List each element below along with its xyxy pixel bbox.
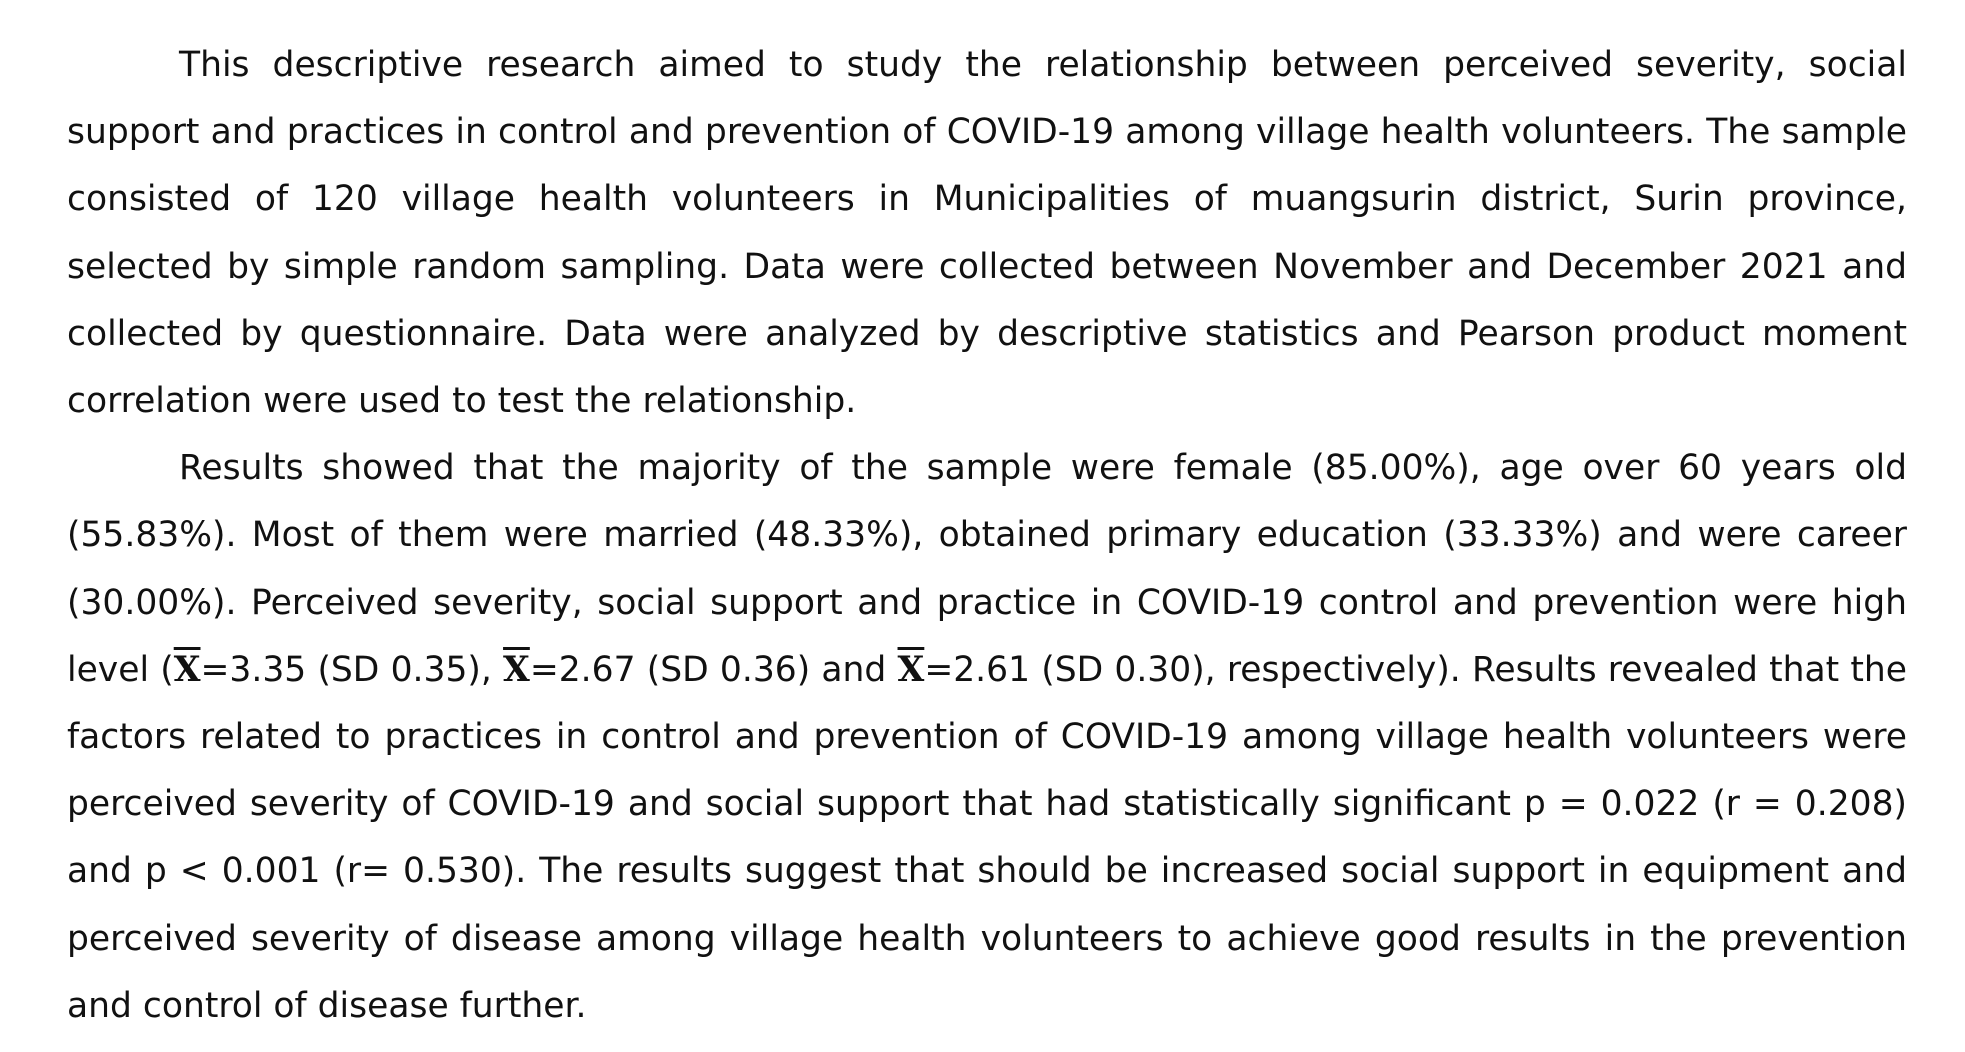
abstract-paragraph-methods: This descriptive research aimed to study the relationship between perceived severity, social support and practices in control and prevention of COVID-19 among village health volunteers. The sample consisted of 120 village health volunteers in Municipalities of muangsurin district, Surin province, selected by simple random sampling. Data were collected between November and December 2021 and collected by questionnaire. Data were analyzed by descriptive statistics and Pearson product moment correlation were used to test the relationship. [67,45,1907,422]
results-text-part-1: Results showed that the majority of the sample were female (85.00%), age over 60 years old (55.83%). Most of them were married (48.33%), obtained primary education (33.33%) and were career (30.00%). Perceived severity, social support and practice in COVID-19 control and prevention were high level ( [67,448,1907,690]
results-text-part-2: =3.35 (SD 0.35), [200,649,504,690]
mean-symbol: $\overline{X}$ [503,649,530,690]
abstract-body [67,32,1907,1040]
mean-symbol: $\overline{X}$ [173,649,201,690]
results-text-part-4: =2.61 (SD 0.30), respectively). Results revealed that the factors related to practices in control and prevention of COVID-19 among village health volunteers were perceived severity of COVID-19 and social support that had statistically significant p = 0.022 (r = 0.208) and p < 0.001 (r= 0.530). The results suggest that should be increased social support in equipment and perceived severity of disease among village health volunteers to achieve good results in the prevention and control of disease further. [67,649,1908,1026]
results-text-part-3: =2.67 (SD 0.36) and [529,649,898,690]
mean-symbol: $\overline{X}$ [897,649,925,690]
abstract-paragraph-results [67,435,1907,1040]
